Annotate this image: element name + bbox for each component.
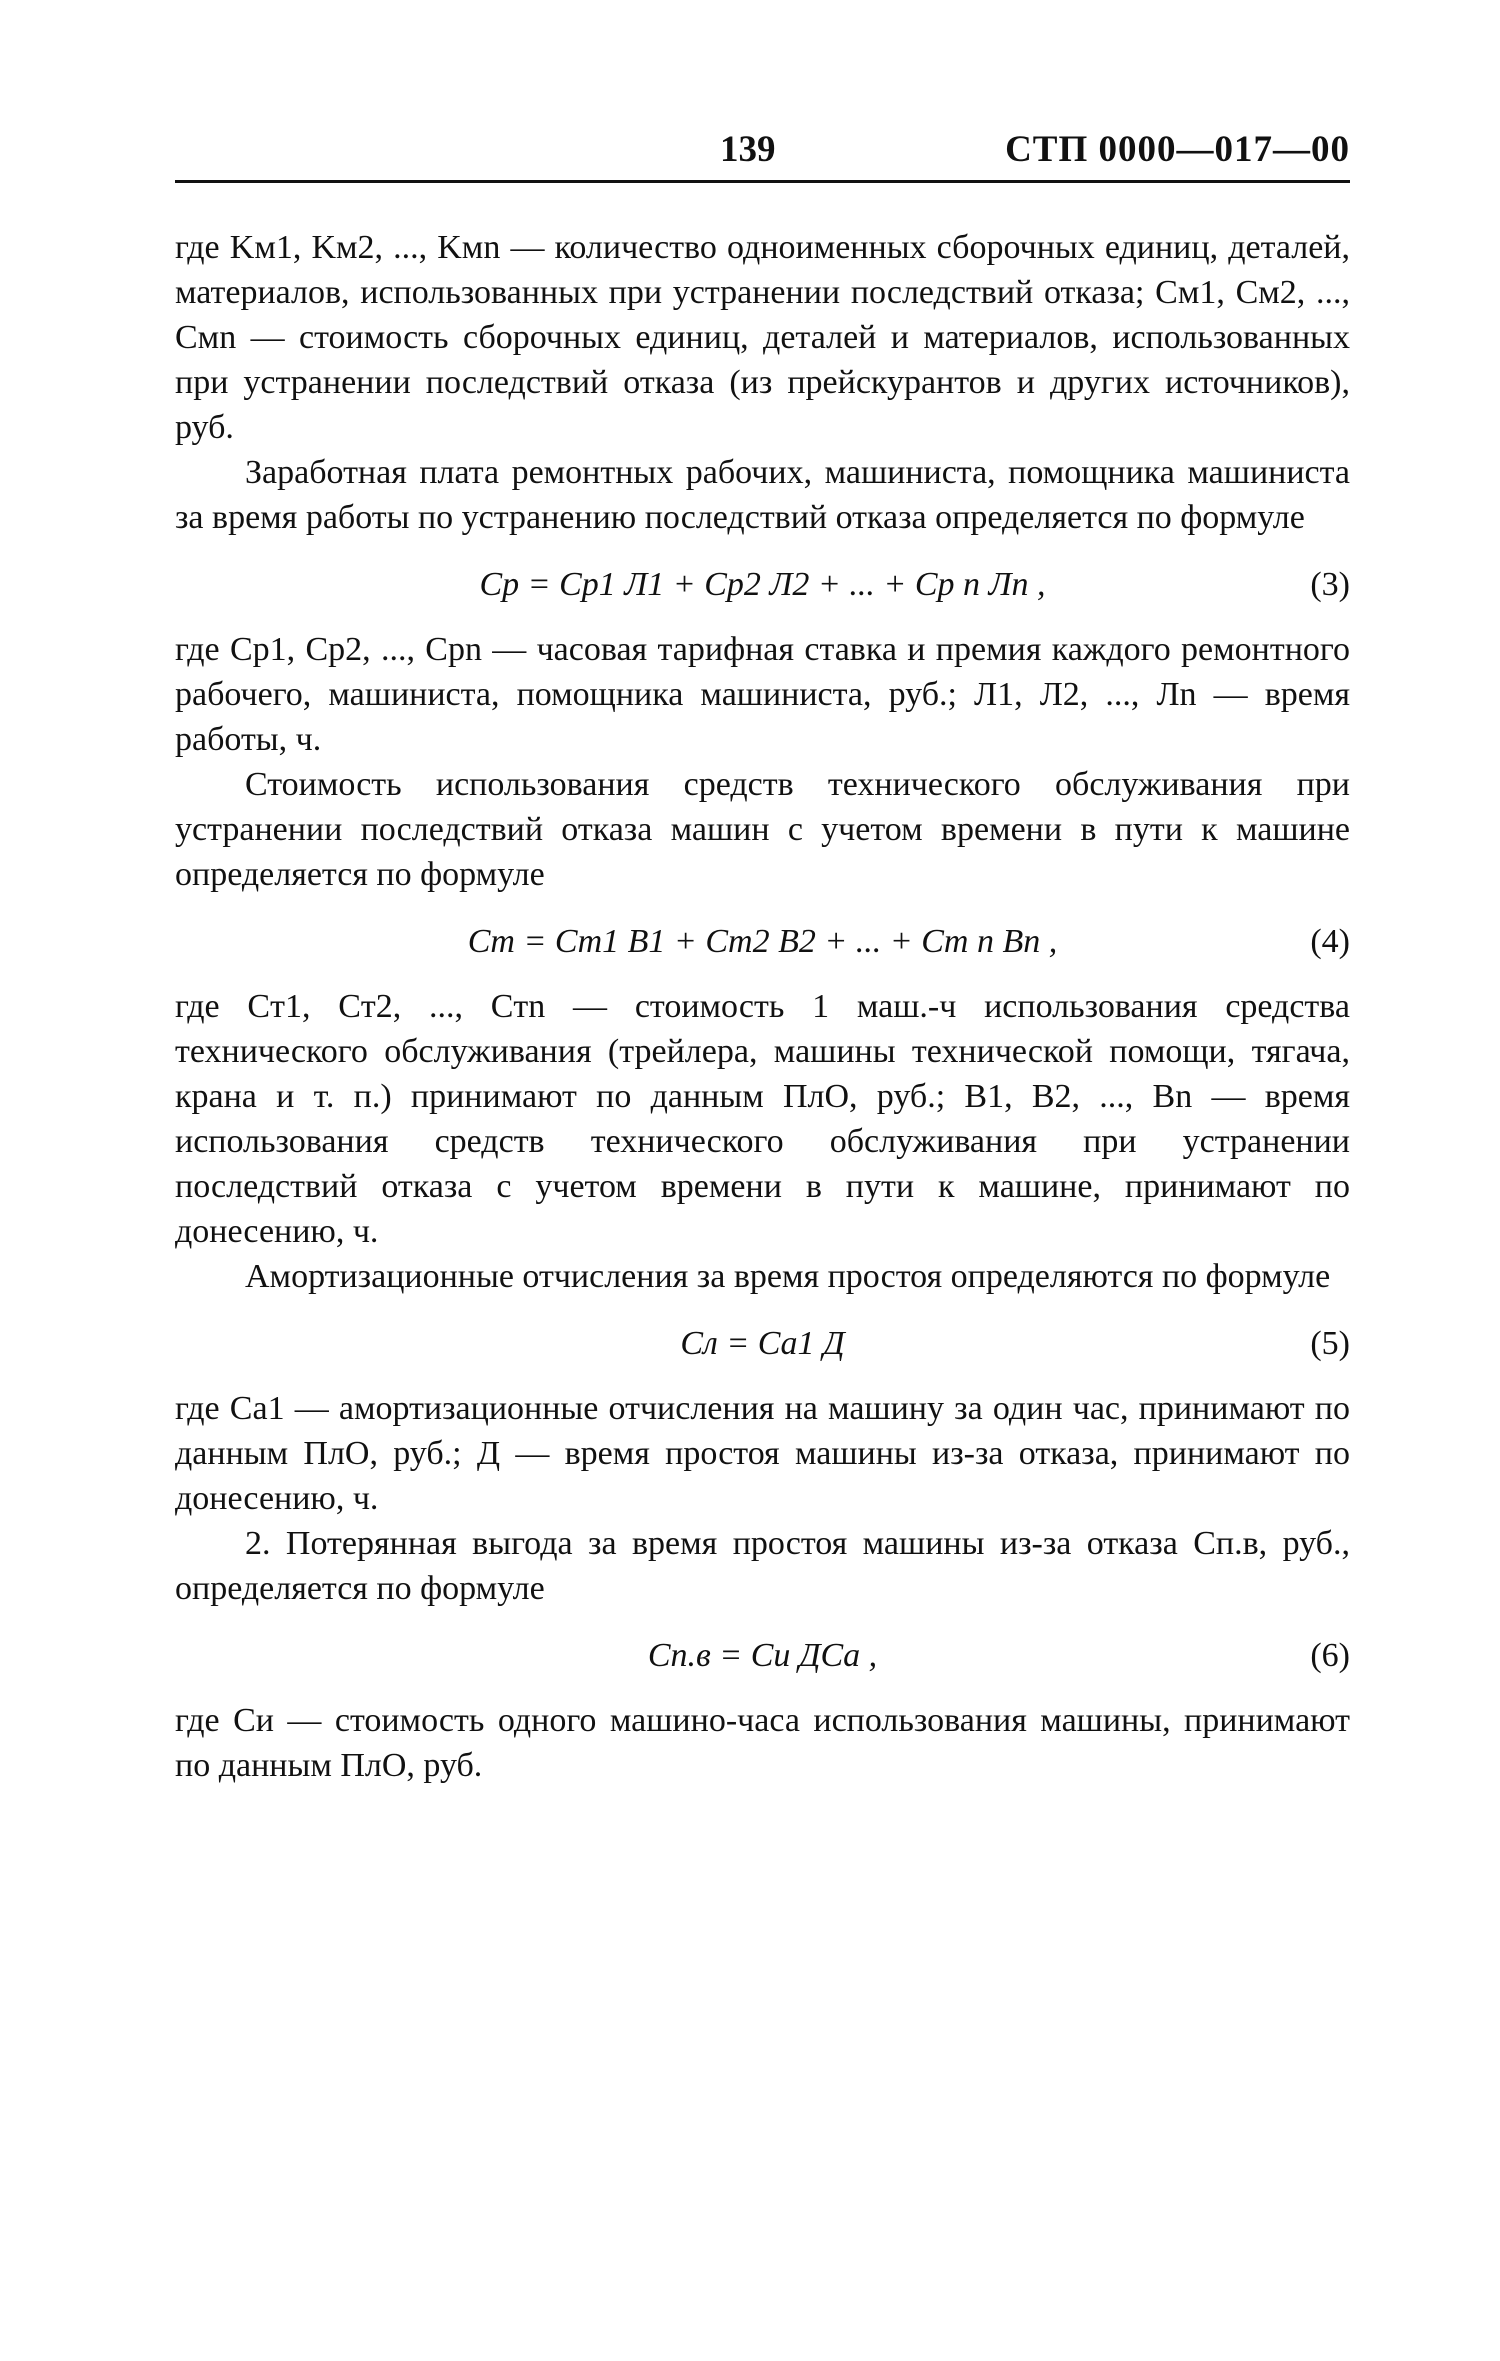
document-body bbox=[175, 225, 1350, 1788]
page-number: 139 bbox=[720, 129, 776, 170]
formula-3-number: (3) bbox=[1310, 566, 1350, 603]
formula-6 bbox=[175, 1633, 1350, 1678]
formula-5-expression: Cл = Cа1 Д bbox=[680, 1325, 845, 1362]
formula-6-expression: Cп.в = Cи ДCа , bbox=[647, 1637, 878, 1674]
paragraph-3: где Cр1, Cр2, ..., Cрn — часовая тарифная ставка и премия каждого ремонтного рабочего, машиниста, помощника машиниста, руб.; Л1, Л2, ..., Лn — время работы, ч. bbox=[175, 631, 1350, 758]
document-code: СТП 0000—017—00 bbox=[1005, 129, 1350, 170]
paragraph-8: 2. Потерянная выгода за время простоя машины из-за отказа Cп.в, руб., определяется по формуле bbox=[175, 1525, 1350, 1607]
formula-3 bbox=[175, 562, 1350, 607]
paragraph-6: Амортизационные отчисления за время простоя определяются по формуле bbox=[245, 1258, 1331, 1295]
formula-6-number: (6) bbox=[1310, 1637, 1350, 1674]
formula-4 bbox=[175, 919, 1350, 964]
formula-3-expression: Cр = Cр1 Л1 + Cр2 Л2 + ... + Cр n Лn , bbox=[479, 566, 1046, 603]
paragraph-2: Заработная плата ремонтных рабочих, машиниста, помощника машиниста за время работы по устранению последствий отказа определяется по формуле bbox=[175, 454, 1350, 536]
formula-5 bbox=[175, 1321, 1350, 1366]
paragraph-4: Стоимость использования средств технического обслуживания при устранении последствий отказа машин с учетом времени в пути к машине определяется по формуле bbox=[175, 766, 1350, 893]
formula-4-expression: Cт = Cт1 B1 + Cт2 B2 + ... + Cт n Bn , bbox=[467, 923, 1058, 960]
paragraph-9: где Cи — стоимость одного машино-часа использования машины, принимают по данным ПлО, руб. bbox=[175, 1702, 1350, 1784]
formula-4-number: (4) bbox=[1310, 923, 1350, 960]
paragraph-7: где Cа1 — амортизационные отчисления на машину за один час, принимают по данным ПлО, руб.; Д — время простоя машины из-за отказа, принимают по донесению, ч. bbox=[175, 1390, 1350, 1517]
paragraph-5: где Cт1, Cт2, ..., Cтn — стоимость 1 маш.-ч использования средства технического обслуживания (трейлера, машины технической помощи, тягача, крана и т. п.) принимают по данным ПлО, руб.; B1, B2, ..., Bn — время использования средств технического обслуживания при устранении последствий отказа с учетом времени в пути к машине, принимают по донесению, ч. bbox=[175, 988, 1350, 1250]
paragraph-1: где Kм1, Kм2, ..., Kмn — количество одноименных сборочных единиц, деталей, материалов, использованных при устранении последствий отказа; Cм1, Cм2, ..., Cмn — стоимость сборочных единиц, деталей и материалов, использованных при устранении последствий отказа (из прейскурантов и других источников), руб. bbox=[175, 229, 1350, 446]
formula-5-number: (5) bbox=[1310, 1325, 1350, 1362]
page-header bbox=[175, 128, 1350, 188]
header-rule bbox=[175, 180, 1350, 183]
